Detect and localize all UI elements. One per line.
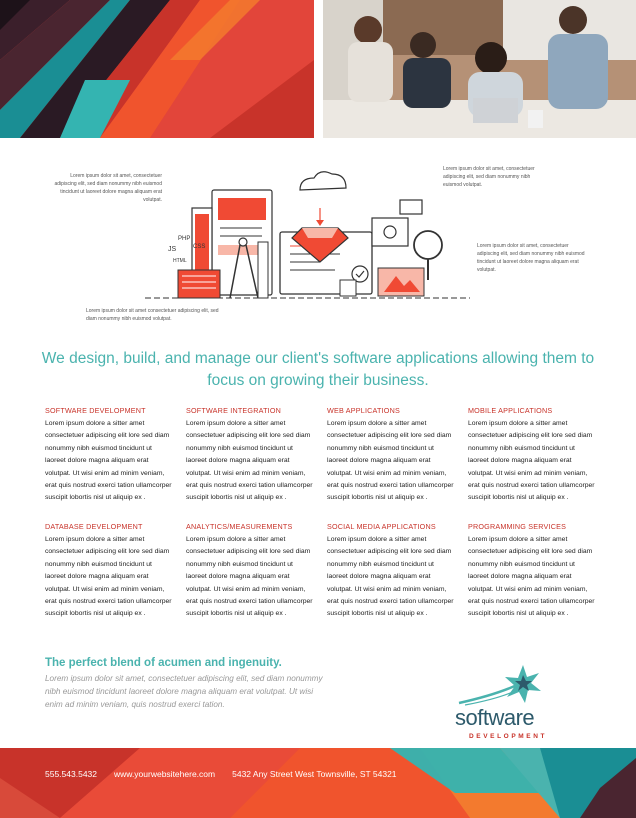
service-database-development: [45, 522, 173, 621]
tag-css: CSS: [193, 244, 206, 250]
illustration-note-2: Lorem ipsum dolor sit amet, consectetuer adipiscing elit, sed diam nonummy nibh euismod volutpat.: [443, 166, 535, 188]
tag-html: HTML: [173, 258, 187, 264]
service-software-development: [45, 406, 173, 505]
blend-body: Lorem ipsum dolor sit amet, consectetuer adipiscing elit, sed diam nonummy nibh euismod tincidunt laoreet dolore magna aliquam erat volutpat. Ut wisi enim ad minim veniam, quis nostrud exerci tation.: [45, 674, 323, 709]
footer-website[interactable]: www.yourwebsitehere.com: [114, 769, 216, 779]
service-title: SOFTWARE INTEGRATION: [186, 406, 282, 415]
service-body: Lorem ipsum dolore a sitter amet consectetuer adipiscing elit lore sed diam nonummy nibh euismod tincidunt ut laoreet dolore magna aliquam erat volutpat. Ut wisi enim ad minim veniam, erat quis nostrud exerci tation ullamcorper suscipit lobortis nisl ut aliquip ex .: [327, 420, 454, 502]
service-title: SOCIAL MEDIA APPLICATIONS: [327, 522, 436, 531]
illustration-note-4: Lorem ipsum dolor sit amet consectetuer adipiscing elit, sed diam nonummy nibh euismod volutpat.: [86, 308, 219, 322]
service-body: Lorem ipsum dolore a sitter amet consectetuer adipiscing elit lore sed diam nonummy nibh euismod tincidunt ut laoreet dolore magna aliquam erat volutpat. Ut wisi enim ad minim veniam, erat quis nostrud exerci tation ullamcorper suscipit lobortis nisl ut aliquip ex .: [327, 536, 454, 618]
footer-phone: 555.543.5432: [45, 769, 97, 779]
service-programming: [468, 522, 596, 621]
service-title: PROGRAMMING SERVICES: [468, 522, 567, 531]
service-title: ANALYTICS/MEASUREMENTS: [186, 522, 293, 531]
service-title: DATABASE DEVELOPMENT: [45, 522, 143, 531]
company-logo: [455, 665, 565, 743]
service-software-integration: [186, 406, 314, 505]
hero-geometric-art: [0, 0, 314, 138]
footer-address: 5432 Any Street West Townsville, ST 54321: [232, 769, 397, 779]
service-body: Lorem ipsum dolore a sitter amet consectetuer adipiscing elit lore sed diam nonummy nibh euismod tincidunt ut laoreet dolore magna aliquam erat volutpat. Ut wisi enim ad minim veniam, erat quis nostrud exerci tation ullamcorper suscipit lobortis nisl ut aliquip ex .: [45, 536, 172, 618]
footer-contact: [45, 769, 397, 779]
illustration-note-1: Lorem ipsum dolor sit amet, consectetuer adipiscing elit, sed diam nonummy nibh euismod tincidunt ut laoreet dolore magna aliquam erat volutpat.: [54, 173, 162, 203]
service-body: Lorem ipsum dolore a sitter amet consectetuer adipiscing elit lore sed diam nonummy nibh euismod tincidunt ut laoreet dolore magna aliquam erat volutpat. Ut wisi enim ad minim veniam, erat quis nostrud exerci tation ullamcorper suscipit lobortis nisl ut aliquip ex .: [468, 420, 595, 502]
service-body: Lorem ipsum dolore a sitter amet consectetuer adipiscing elit lore sed diam nonummy nibh euismod tincidunt ut laoreet dolore magna aliquam erat volutpat. Ut wisi enim ad minim veniam, erat quis nostrud exerci tation ullamcorper suscipit lobortis nisl ut aliquip ex .: [186, 420, 313, 502]
logo-subtitle: DEVELOPMENT: [469, 733, 548, 740]
service-body: Lorem ipsum dolore a sitter amet consectetuer adipiscing elit lore sed diam nonummy nibh euismod tincidunt ut laoreet dolore magna aliquam erat volutpat. Ut wisi enim ad minim veniam, erat quis nostrud exerci tation ullamcorper suscipit lobortis nisl ut aliquip ex .: [186, 536, 313, 618]
service-title: SOFTWARE DEVELOPMENT: [45, 406, 146, 415]
service-analytics: [186, 522, 314, 621]
hero-photo: [323, 0, 636, 138]
service-social-media: [327, 522, 455, 621]
blend-title: The perfect blend of acumen and ingenuity.: [45, 657, 282, 669]
service-body: Lorem ipsum dolore a sitter amet consectetuer adipiscing elit lore sed diam nonummy nibh euismod tincidunt ut laoreet dolore magna aliquam erat volutpat. Ut wisi enim ad minim veniam, erat quis nostrud exerci tation ullamcorper suscipit lobortis nisl ut aliquip ex .: [45, 420, 172, 502]
service-body: Lorem ipsum dolore a sitter amet consectetuer adipiscing elit lore sed diam nonummy nibh euismod tincidunt ut laoreet dolore magna aliquam erat volutpat. Ut wisi enim ad minim veniam, erat quis nostrud exerci tation ullamcorper suscipit lobortis nisl ut aliquip ex .: [468, 536, 595, 618]
service-title: WEB APPLICATIONS: [327, 406, 400, 415]
illustration-note-3: Lorem ipsum dolor sit amet, consectetuer adipiscing elit, sed diam nonummy nibh euismod tincidunt ut laoreet dolore magna aliquam erat volutpat.: [477, 243, 585, 273]
service-title: MOBILE APPLICATIONS: [468, 406, 553, 415]
service-web-applications: [327, 406, 455, 505]
tag-php: PHP: [178, 236, 191, 242]
service-mobile-applications: [468, 406, 596, 505]
headline: We design, build, and manage our client's software applications allowing them to focus on growing their business.: [41, 350, 595, 389]
tag-js: JS: [168, 246, 177, 253]
logo-wordmark: software: [455, 705, 535, 730]
star-logo-icon: [455, 665, 565, 707]
footer-band: [0, 748, 636, 818]
